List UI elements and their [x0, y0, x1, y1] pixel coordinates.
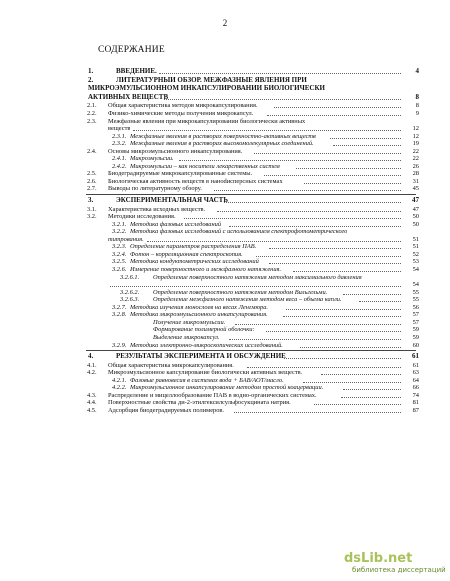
toc-entry-page: 9 [415, 109, 419, 117]
toc-entry-title: Биологическая активность веществ в наноdисперсных системах [108, 177, 283, 185]
toc-entry-title: Межфазные явления в растворах высокомолекулярных соединений. [130, 140, 314, 148]
toc-leader-dots [164, 94, 401, 100]
toc-leader-dots [330, 133, 401, 139]
toc-entry-number: 3.1. [87, 205, 97, 213]
watermark-logo-text: dsLib.net [344, 551, 413, 566]
toc-leader-dots [283, 311, 401, 317]
toc-entry-title: Общая характеристика методов микрокапсулирования. [108, 102, 258, 110]
toc-entry-number: 2.4. [87, 147, 97, 155]
toc-leader-dots [184, 213, 401, 219]
toc-entry-page: 59 [412, 333, 419, 341]
toc-leader-dots [179, 155, 401, 161]
toc-entry-title: Получение микроэмульсии. [153, 318, 226, 326]
toc-entry-title: Определение поверхностного натяжения методом Вильгельми. [153, 288, 328, 296]
toc-entry-number: 2.6. [87, 177, 97, 185]
toc-entry-title: Методики исследования. [108, 213, 176, 221]
toc-entry-title: Методика электронно-микроскопических исследований. [130, 341, 283, 349]
toc-entry-number: 4.2.1. [112, 376, 127, 384]
toc-entry-number: 2.3.2. [112, 140, 127, 148]
toc-entry-page: 26 [412, 162, 419, 170]
toc-leader-dots [133, 125, 401, 131]
toc-entry-number: 3.2.4. [112, 250, 127, 258]
toc-leader-dots [147, 236, 401, 242]
toc-entry-number: 2.3. [87, 117, 97, 125]
toc-entry-page: 52 [412, 250, 419, 258]
toc-entry-title: Физико-химические методы получения микрокапсул. [108, 109, 254, 117]
toc-entry-title: АКТИВНЫХ ВЕЩЕСТВ [88, 93, 169, 101]
toc-leader-dots [214, 185, 401, 191]
toc-entry-title: Микроэмульсии – как носители лекарственных систем [130, 162, 280, 170]
toc-entry-title: Межфазные явления при микрокапсулировании биологически активных [108, 117, 306, 125]
toc-entry-page: 31 [412, 177, 419, 185]
toc-entry-page: 81 [412, 399, 419, 407]
toc-entry-title: Методика микроэмульсионного инкапсулирования. [130, 311, 268, 319]
toc-entry-number: 3.2.6.2. [120, 288, 140, 296]
toc-leader-dots [264, 170, 401, 176]
toc-leader-dots [254, 148, 401, 154]
toc-entry-title: МИКРОЭМУЛЬСИОННОМ ИНКАПСУЛИРОВАНИИ БИОЛОГИЧЕСКИ [88, 85, 325, 93]
toc-leader-dots [266, 326, 401, 332]
toc-entry-title: Методика изучения монослоев на весах Ленгмюра. [130, 303, 268, 311]
toc-leader-dots [359, 296, 401, 302]
toc-entry-number: 3.2.1. [112, 220, 127, 228]
toc-leader-dots [269, 258, 401, 264]
toc-leader-dots [293, 266, 401, 272]
toc-entry-number: 3.2.9. [112, 341, 127, 349]
toc-leader-dots [300, 342, 402, 348]
toc-entry-page: 51 [412, 243, 419, 251]
toc-entry-page: 50 [412, 220, 419, 228]
toc-entry-title: Распределение и мицеллообразование ПАВ в водно-органических системах. [108, 391, 317, 399]
toc-leader-dots [267, 110, 401, 116]
toc-entry-title: Поверхностные свойства ди-2-этилгексилсульфосукцината натрия. [108, 399, 291, 407]
toc-entry-title: Определение поверхностного натяжения методом максимального давления [153, 273, 362, 281]
toc-entry-title: Выделение микрокапсул. [153, 333, 220, 341]
toc-entry-title: Микроэмульсии. [130, 155, 174, 163]
toc-entry-title: Методика фазовых исследований [130, 220, 222, 228]
toc-entry-title: ЭКСПЕРИМЕНТАЛЬНАЯ ЧАСТЬ [116, 197, 228, 204]
toc-entry-number: 2.1. [87, 102, 97, 110]
toc-entry-number: 1. [88, 67, 94, 75]
watermark-logo [344, 551, 444, 577]
toc-entry-title: Фазовые равновесия в системах вода + БАВ/АОТ/масло. [130, 376, 284, 384]
toc-entry-title: Методика фазовых исследований с использованием спектрофотометрического [130, 228, 348, 236]
toc-entry-number: 3.2.7. [112, 303, 127, 311]
toc-leader-dots [229, 221, 401, 227]
toc-leader-dots [217, 206, 401, 212]
toc-entry-title: титрования. [108, 235, 144, 243]
toc-entry-page: 47 [412, 196, 419, 204]
toc-entry-number: 4.5. [87, 406, 97, 414]
toc-leader-dots [224, 197, 401, 203]
toc-entry-number: 3.2.5. [112, 258, 127, 266]
toc-entry-page: 45 [412, 185, 419, 193]
toc-entry-title: Общая характеристика микрокапсулирования. [108, 361, 234, 369]
toc-leader-dots [269, 243, 401, 249]
watermark-tagline: библиотека диссертаций [352, 566, 446, 574]
toc-leader-dots [303, 377, 401, 383]
toc-entry-number: 2.5. [87, 170, 97, 178]
toc-entry-number: 3.2.6. [112, 266, 127, 273]
toc-entry-number: 2.2. [87, 109, 97, 117]
toc-leader-dots [321, 369, 401, 375]
toc-leader-dots [314, 399, 401, 405]
toc-entry-number: 3.2.2. [112, 228, 127, 236]
toc-entry-page: 60 [412, 341, 419, 349]
toc-entry-number: 3.2.3. [112, 243, 127, 251]
section-divider [86, 194, 416, 195]
toc-entry-page: 87 [412, 406, 419, 414]
toc-entry-title: Микроэмульсионное инкапсулирование методом простой коацервации. [130, 384, 324, 392]
toc-entry-title: веществ [108, 125, 131, 133]
toc-entry-title: Измерение поверхностного и межфазного натяжения. [130, 266, 282, 273]
toc-entry-title: Основы микроэмульсионного инкапсулирования. [108, 147, 243, 155]
toc-entry-page: 22 [412, 147, 419, 155]
toc-entry-page: 22 [412, 155, 419, 163]
toc-leader-dots [110, 281, 401, 287]
toc-entry-title: Формирование полимерной оболочки: [153, 326, 255, 334]
toc-entry-number: 4.1. [87, 361, 97, 369]
toc-entry-page: 55 [412, 288, 419, 296]
toc-leader-dots [284, 353, 401, 359]
toc-leader-dots [286, 304, 401, 310]
toc-leader-dots [229, 334, 401, 340]
toc-entry-page: 8 [415, 92, 419, 101]
toc-entry-page: 12 [412, 132, 419, 140]
toc-entry-page: 57 [412, 318, 419, 326]
toc-entry-title: ЛИТЕРАТУРНЫЙ ОБЗОР. МЕЖФАЗНЫЕ ЯВЛЕНИЯ ПРИ [116, 76, 307, 84]
toc-entry-page: 19 [412, 140, 419, 148]
toc-entry-title: Методика кондуктометрических исследований [130, 258, 259, 266]
toc-entry-number: 3. [88, 196, 94, 204]
toc-entry-title: Фотон – корреляционная спектроскопия. [130, 250, 243, 258]
toc-leader-dots [304, 178, 401, 184]
toc-entry-page: 47 [412, 205, 419, 213]
toc-entry-page: 54 [412, 266, 419, 273]
toc-entry-title: Адсорбция биодеградируемых полимеров. [108, 406, 225, 414]
toc-entry-page: 56 [412, 303, 419, 311]
toc-leader-dots [274, 102, 401, 108]
toc-entry-number: 2.3.1. [112, 132, 127, 140]
toc-entry-page: 66 [412, 384, 419, 392]
page-number: 2 [222, 18, 228, 28]
toc-entry-page: 53 [412, 258, 419, 266]
toc-entry-number: 2.7. [87, 185, 97, 193]
section-divider [86, 350, 416, 351]
toc-entry-number: 3.2.6.1. [120, 273, 140, 281]
toc-entry-page: 57 [412, 311, 419, 319]
toc-entry-title: Межфазные явления в растворах поверхностно-активных веществ [130, 132, 316, 140]
toc-entry-number: 3.2.6.3. [120, 296, 140, 304]
toc-heading: СОДЕРЖАНИЕ [98, 45, 165, 55]
toc-entry-number: 3.2.8. [112, 311, 127, 319]
toc-entry-page: 50 [412, 213, 419, 221]
toc-leader-dots [235, 319, 401, 325]
toc-entry-title: Микроэмульсионное капсулирование биологически активных веществ. [108, 369, 303, 377]
toc-entry-number: 3.2. [87, 213, 97, 221]
toc-entry-title: Биодеградируемые микрокапсулированные системы. [108, 170, 253, 178]
toc-leader-dots [341, 392, 401, 398]
toc-entry-number: 2.4.1. [112, 155, 127, 163]
toc-leader-dots [247, 362, 401, 368]
toc-entry-page: 51 [412, 235, 419, 243]
toc-entry-number: 4. [88, 352, 94, 361]
toc-leader-dots [256, 251, 401, 257]
toc-entry-number: 4.3. [87, 391, 97, 399]
toc-entry-number: 4.2.2. [112, 384, 127, 392]
toc-entry-number: 4.4. [87, 399, 97, 407]
toc-entry-page: 4 [415, 67, 419, 75]
toc-leader-dots [159, 68, 401, 74]
toc-leader-dots [333, 140, 401, 146]
toc-entry-number: 4.2. [87, 369, 97, 377]
toc-entry-title: Определение межфазного натяжения методом веса – объема капли. [153, 296, 342, 304]
toc-entry-page: 55 [412, 296, 419, 304]
toc-entry-page: 59 [412, 326, 419, 334]
toc-entry-page: 61 [412, 352, 419, 361]
toc-entry-number: 2.4.2. [112, 162, 127, 170]
toc-entry-title: ВВЕДЕНИЕ. [116, 68, 157, 75]
toc-entry-page: 63 [412, 369, 419, 377]
toc-entry-page: 12 [412, 125, 419, 133]
toc-leader-dots [296, 163, 401, 169]
toc-entry-page: 28 [412, 170, 419, 178]
toc-entry-title: Определение параметров распределения ПАВ. [130, 243, 257, 251]
toc-entry-page: 74 [412, 391, 419, 399]
toc-entry-page: 61 [412, 361, 419, 369]
toc-entry-title: Характеристика исходных веществ. [108, 205, 206, 213]
toc-entry-page: 54 [412, 281, 419, 289]
toc-entry-page: 64 [412, 376, 419, 384]
toc-leader-dots [343, 384, 401, 390]
toc-entry-number: 2. [88, 75, 94, 84]
toc-entry-title: РЕЗУЛЬТАТЫ ЭКСПЕРИМЕНТА И ОБСУЖДЕНИЕ [116, 353, 286, 361]
toc-leader-dots [234, 407, 401, 413]
toc-leader-dots [343, 289, 401, 295]
toc-entry-title: Выводы по литературному обзору. [108, 185, 202, 193]
toc-entry-page: 8 [415, 102, 419, 110]
